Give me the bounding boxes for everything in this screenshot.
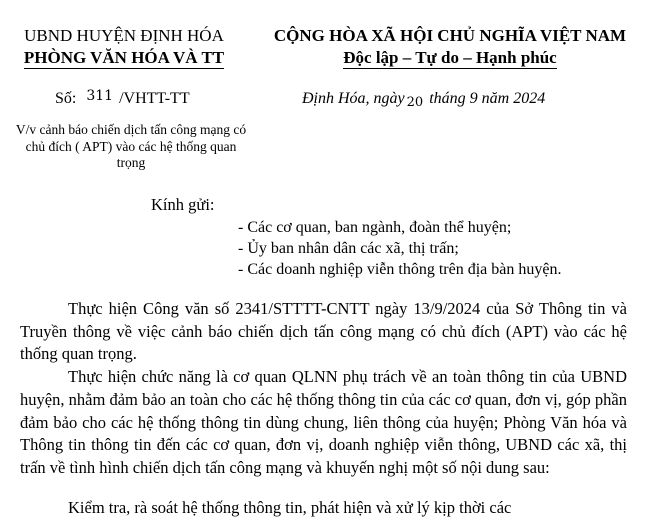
- document-number-handwritten: 311: [86, 88, 114, 104]
- dateline-prefix: Định Hóa, ngày: [302, 90, 405, 107]
- recipient-item: - Ủy ban nhân dân các xã, thị trấn;: [238, 240, 459, 257]
- recipient-list: [238, 217, 561, 280]
- dateline-suffix: tháng 9 năm 2024: [429, 90, 546, 107]
- document-body: [20, 298, 627, 480]
- national-title: CỘNG HÒA XÃ HỘI CHỦ NGHĨA VIỆT NAM: [273, 26, 627, 45]
- issuing-org-name: UBND HUYỆN ĐỊNH HÓA: [24, 26, 224, 45]
- issuing-department: [0, 48, 248, 68]
- dateline-day-handwritten: 20: [406, 95, 424, 110]
- national-motto-label: Độc lập – Tự do – Hạnh phúc: [343, 48, 557, 67]
- body-paragraph: Thực hiện chức năng là cơ quan QLNN phụ trách về an toàn thông tin của UBND huyện, nhằm đảm bảo an toàn cho các hệ thống thông tin của các cơ quan, đơn vị, góp phần đảm bảo cho các hệ thống thông tin dùng chung, liên thông của huyện; Phòng Văn hóa và Thông tin thông tin đến các cơ quan, đơn vị, doanh nghiệp viễn thông, UBND các xã, thị trấn về tình hình chiến dịch tấn công mạng và khuyến nghị một số nội dung sau:: [20, 367, 627, 477]
- document-number-prefix: Số:: [55, 90, 77, 107]
- document-number-suffix: /VHTT-TT: [119, 90, 190, 107]
- document-number: [55, 90, 190, 108]
- recipient-item: - Các cơ quan, ban ngành, đoàn thể huyện;: [238, 219, 512, 236]
- dateline: [302, 90, 545, 108]
- body-paragraph: Thực hiện Công văn số 2341/STTTT-CNTT ngày 13/9/2024 của Sở Thông tin và Truyền thông về việc cảnh báo chiến dịch tấn công mạng có chủ đích (APT) vào các hệ thống quan trọng.: [20, 299, 627, 364]
- subject-line: V/v cảnh báo chiến dịch tấn công mạng có chủ đích ( APT) vào các hệ thống quan trọng: [15, 122, 247, 170]
- issuing-department-label: PHÒNG VĂN HÓA VÀ TT: [23, 48, 225, 67]
- national-motto: [250, 48, 650, 68]
- recipient-item: - Các doanh nghiệp viễn thông trên địa bàn huyện.: [238, 261, 562, 278]
- salutation: Kính gửi:: [151, 195, 215, 214]
- partial-paragraph: Kiểm tra, rà soát hệ thống thông tin, phát hiện và xử lý kịp thời các: [68, 498, 512, 517]
